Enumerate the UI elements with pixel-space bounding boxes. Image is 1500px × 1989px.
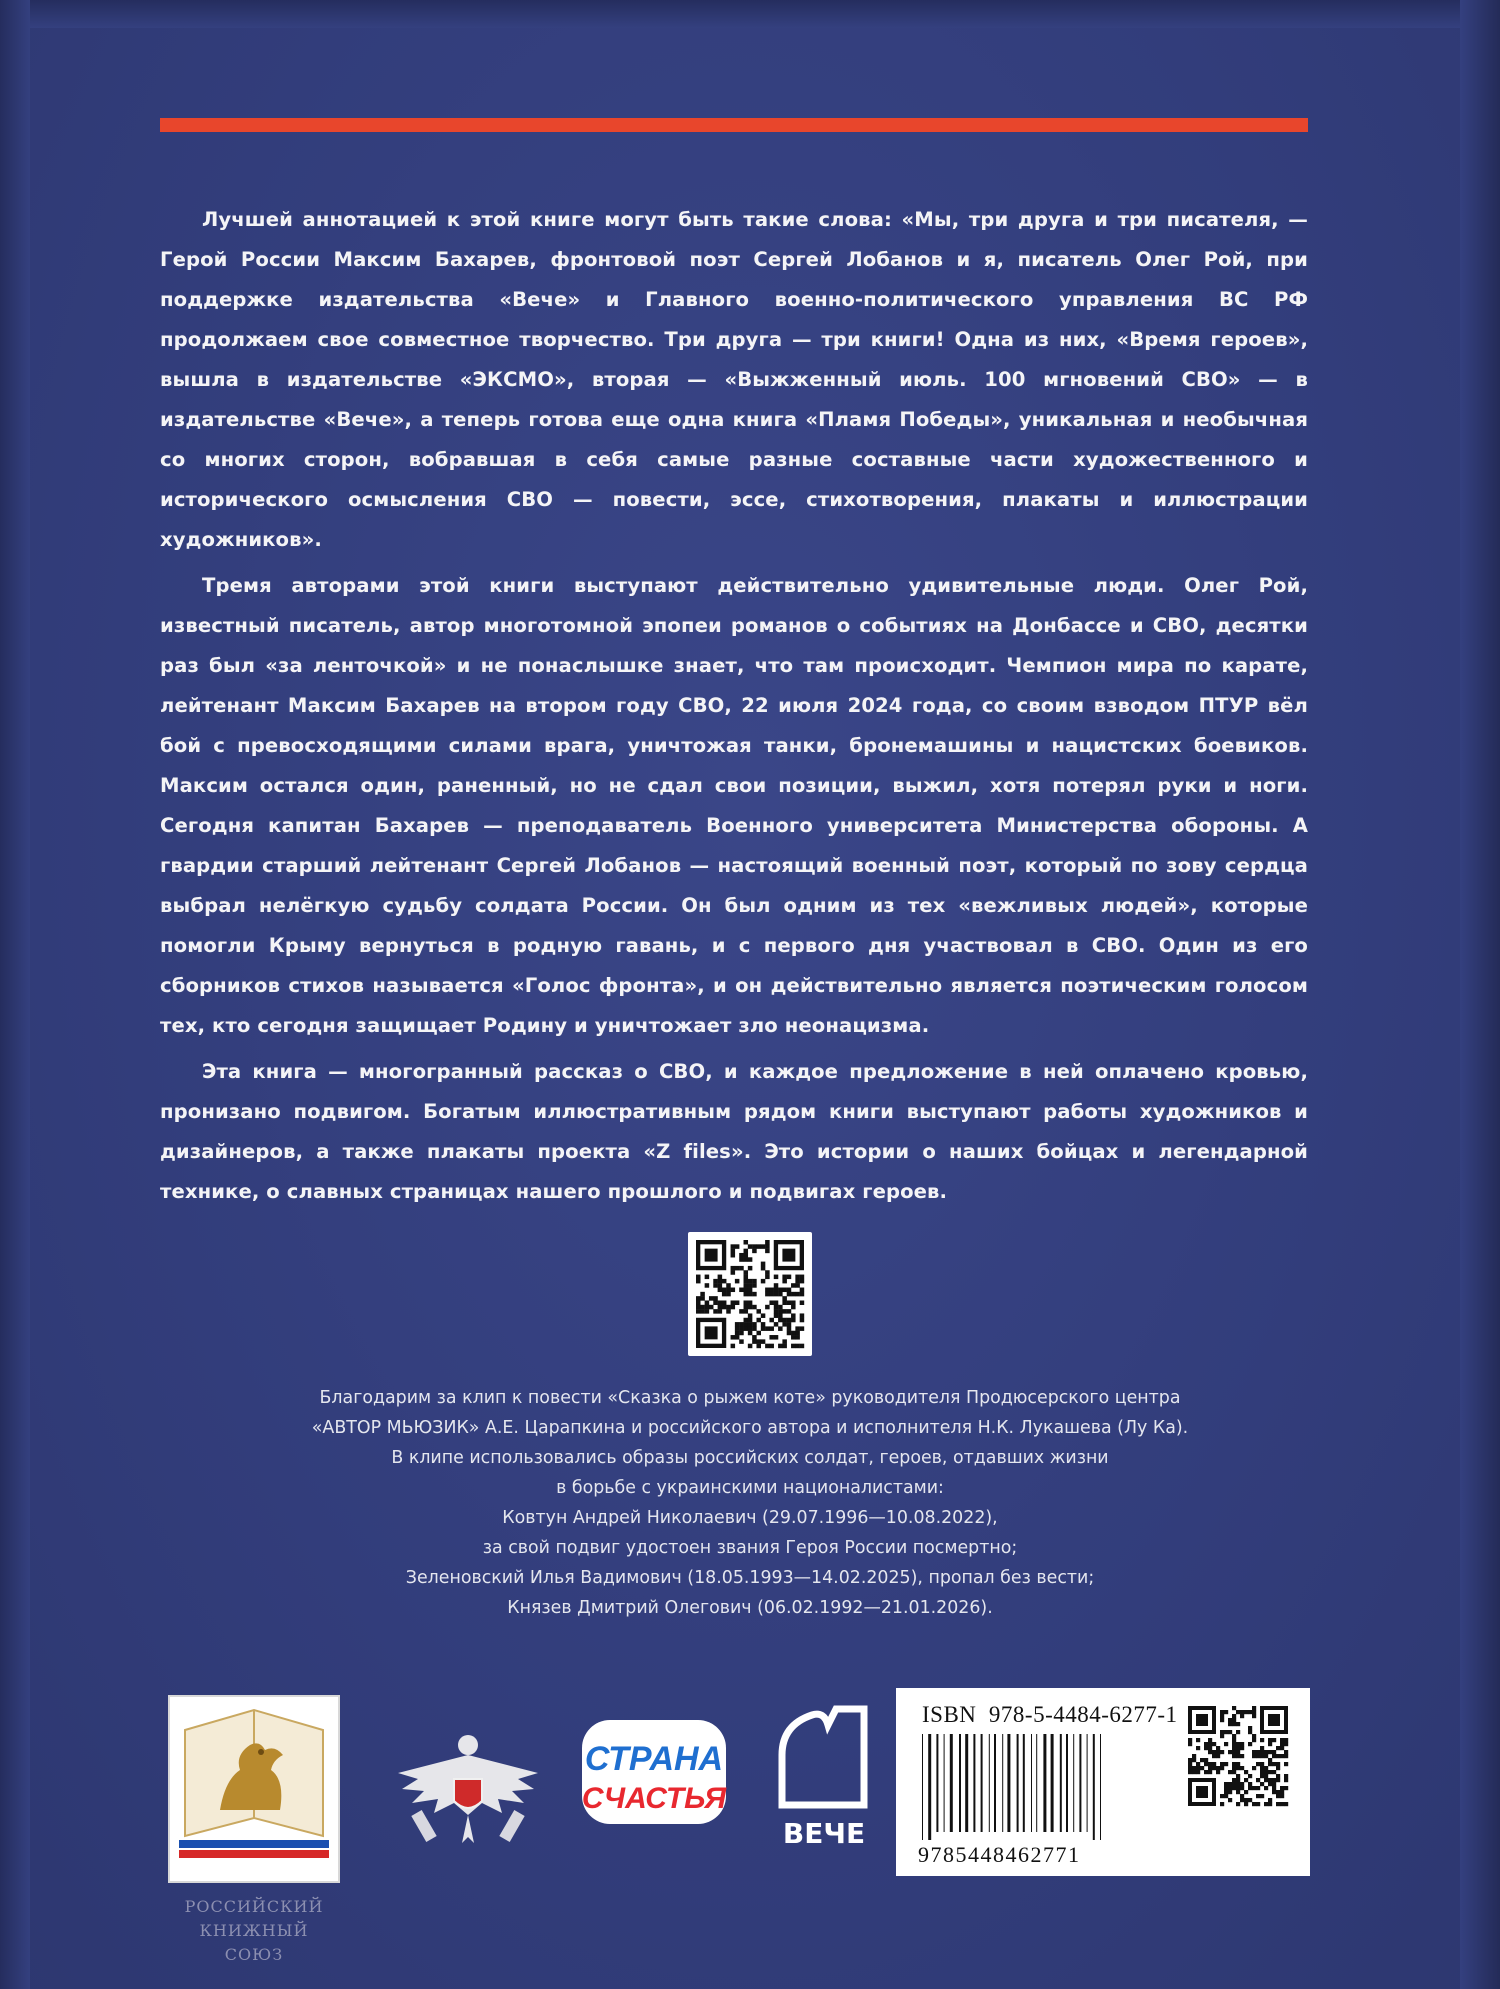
russian-book-union-logo: [165, 1690, 343, 1890]
credits-line: Ковтун Андрей Николаевич (29.07.1996—10.08.2022),: [502, 1508, 998, 1528]
credits-line: В клипе использовались образы российских солдат, героев, отдавших жизни: [391, 1448, 1109, 1468]
credits-block: [150, 1383, 1350, 1623]
eagle-emblem-icon: [388, 1715, 548, 1855]
credits-line: «АВТОР МЬЮЗИК» А.Е. Царапкина и российского автора и исполнителя Н.К. Лукашева (Лу Ка).: [311, 1418, 1189, 1438]
strana-word-2: СЧАСТЬЯ: [581, 1782, 727, 1815]
veche-publisher-logo: [768, 1695, 880, 1850]
qr-code[interactable]: [688, 1232, 812, 1356]
cover-edge-top: [0, 0, 1500, 28]
red-accent-stripe: [160, 118, 1308, 132]
isbn-text: ISBN 978-5-4484-6277-1: [922, 1702, 1178, 1727]
annotation-paragraph: Эта книга — многогранный рассказ о СВО, и каждое предложение в ней оплачено кровью, пронизано подвигом. Богатым иллюстративным рядом книги выступают работы художников и дизайнеров, а также плакаты проекта «Z files». Это истории о наших бойцах и легендарной технике, о славных страницах нашего прошлого и подвигах героев.: [160, 1060, 1308, 1203]
credits-line: за свой подвиг удостоен звания Героя России посмертно;: [482, 1538, 1018, 1558]
barcode-digits: 9785448462771: [918, 1842, 1081, 1867]
strana-word-1: СТРАНА: [584, 1740, 724, 1778]
credits-line: Благодарим за клип к повести «Сказка о рыжем коте» руководителя Продюсерского центра: [319, 1388, 1181, 1408]
barcode: [918, 1734, 1168, 1840]
veche-label: ВЕЧЕ: [782, 1817, 866, 1850]
strana-schastya-logo: [578, 1712, 730, 1832]
annotation-paragraph: Лучшей аннотацией к этой книге могут быть такие слова: «Мы, три друга и три писателя, — Герой России Максим Бахарев, фронтовой поэт Сергей Лобанов и я, писатель Олег Рой, при поддержке издательства «Вече» и Главного военно-политического управления ВС РФ продолжаем свое совместное творчество. Три друга — три книги! Одна из них, «Время героев», вышла в издательстве «ЭКСМО», вторая — «Выжженный июль. 100 мгновений СВО» — в издательстве «Вече», а теперь готова еще одна книга «Пламя Победы», уникальная и необычная со многих сторон, вобравшая в себя самые разные составные части художественного и исторического осмысления СВО — повести, эссе, стихотворения, плакаты и иллюстрации художников».: [160, 208, 1308, 551]
russian-book-union-caption: РОССИЙСКИЙ КНИЖНЫЙ СОЮЗ: [184, 1897, 324, 1964]
cover-edge-left: [0, 0, 30, 1989]
isbn-barcode-panel: [896, 1688, 1310, 1876]
annotation-text: [160, 200, 1308, 1218]
credits-line: Князев Дмитрий Олегович (06.02.1992—21.01.2026).: [507, 1598, 993, 1618]
credits-line: Зеленовский Илья Вадимович (18.05.1993—14.02.2025), пропал без вести;: [405, 1568, 1095, 1588]
credits-line: в борьбе с украинскими националистами:: [556, 1478, 944, 1498]
annotation-paragraph: Тремя авторами этой книги выступают действительно удивительные люди. Олег Рой, известный писатель, автор многотомной эпопеи романов о событиях на Донбассе и СВО, десятки раз был «за ленточкой» и не понаслышке знает, что там происходит. Чемпион мира по карате, лейтенант Максим Бахарев на втором году СВО, 22 июля 2024 года, со своим взводом ПТУР вёл бой с превосходящими силами врага, уничтожая танки, бронемашины и нацистских боевиков. Максим остался один, раненный, но не сдал свои позиции, выжил, хотя потерял руки и ноги. Сегодня капитан Бахарев — преподаватель Военного университета Министерства обороны. А гвардии старший лейтенант Сергей Лобанов — настоящий военный поэт, который по зову сердца выбрал нелёгкую судьбу солдата России. Он был одним из тех «вежливых людей», которые помогли Крыму вернуться в родную гавань, и с первого дня участвовал в СВО. Один из его сборников стихов называется «Голос фронта», и он действительно является поэтическим голосом тех, кто сегодня защищает Родину и уничтожает зло неонацизма.: [160, 574, 1308, 1037]
cover-spine-edge: [1460, 0, 1500, 1989]
small-qr-code[interactable]: [1186, 1704, 1290, 1808]
